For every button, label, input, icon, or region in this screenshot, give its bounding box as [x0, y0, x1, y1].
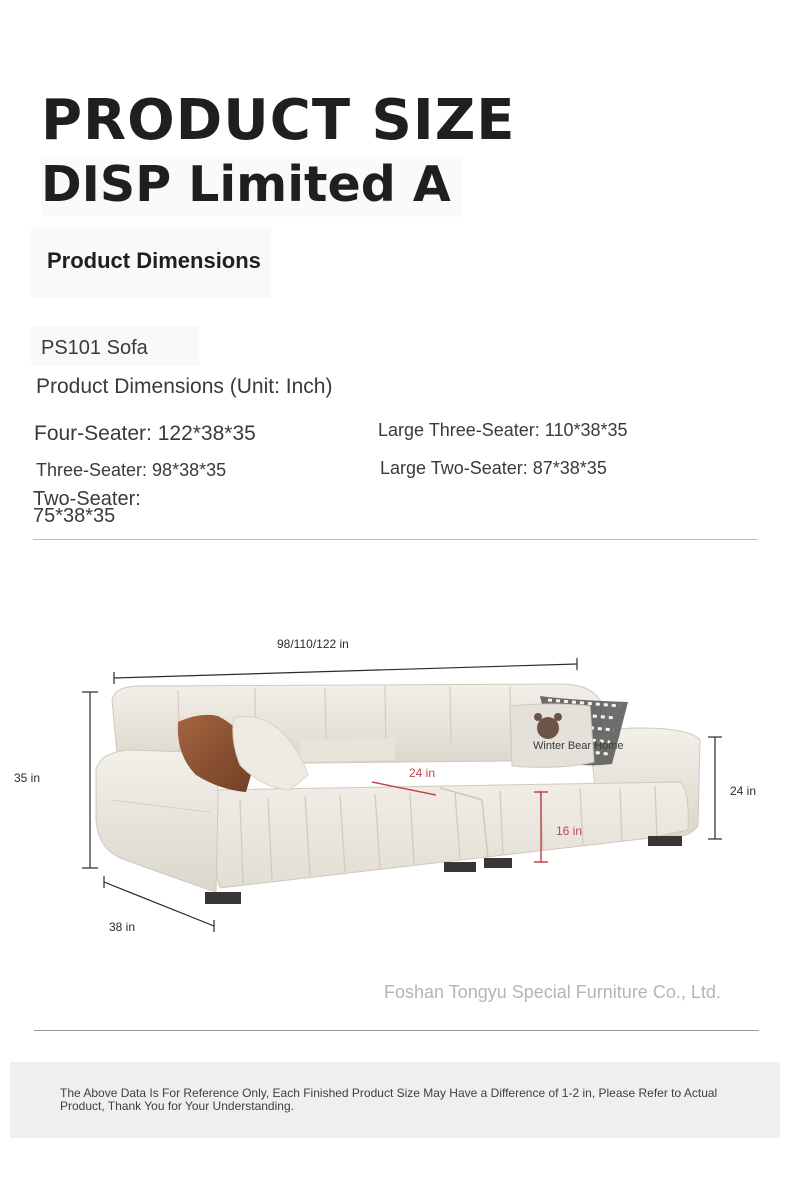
sofa-leg [484, 858, 512, 868]
seat-depth-label: 24 in [409, 766, 436, 780]
page-title: PRODUCT SIZE [41, 88, 516, 153]
size-large-three-seater: Large Three-Seater: 110*38*35 [378, 420, 628, 440]
height-label: 35 in [14, 771, 41, 785]
seat-height-label: 16 in [556, 824, 583, 838]
sofa-leg [648, 836, 682, 846]
sofa-dimension-diagram [0, 600, 790, 960]
size-four-seater: Four-Seater: 122*38*35 [34, 422, 256, 445]
arm-height-label: 24 in [730, 784, 757, 798]
size-two-seater-label: Two-Seater: [33, 488, 141, 510]
sofa-leg [205, 892, 241, 904]
sofa-leg [444, 862, 476, 872]
size-two-seater-value: 75*38*35 [33, 505, 116, 527]
size-large-two-seater: Large Two-Seater: 87*38*35 [380, 458, 607, 478]
pillow-text: Winter Bear Home [533, 740, 624, 752]
company-name: Foshan Tongyu Special Furniture Co., Ltd. [384, 982, 721, 1002]
section-title: Product Dimensions [47, 248, 261, 273]
depth-label: 38 in [109, 920, 136, 934]
width-label: 98/110/122 in [277, 637, 349, 651]
page-subtitle: DISP Limited A [41, 156, 463, 217]
back-top-cushion [300, 738, 395, 762]
product-name: PS101 Sofa [41, 337, 148, 359]
sofa-seat [210, 782, 688, 888]
divider-bottom [34, 1030, 759, 1031]
bear-face-icon [537, 717, 559, 739]
size-three-seater: Three-Seater: 98*38*35 [36, 460, 227, 480]
unit-label: Product Dimensions (Unit: Inch) [36, 375, 333, 398]
disclaimer-text: The Above Data Is For Reference Only, Each Finished Product Size May Have a Difference of 1-2 in, Please Refer to Actual Product, Thank You for Your Understanding. [60, 1086, 718, 1113]
divider-top [33, 539, 758, 540]
